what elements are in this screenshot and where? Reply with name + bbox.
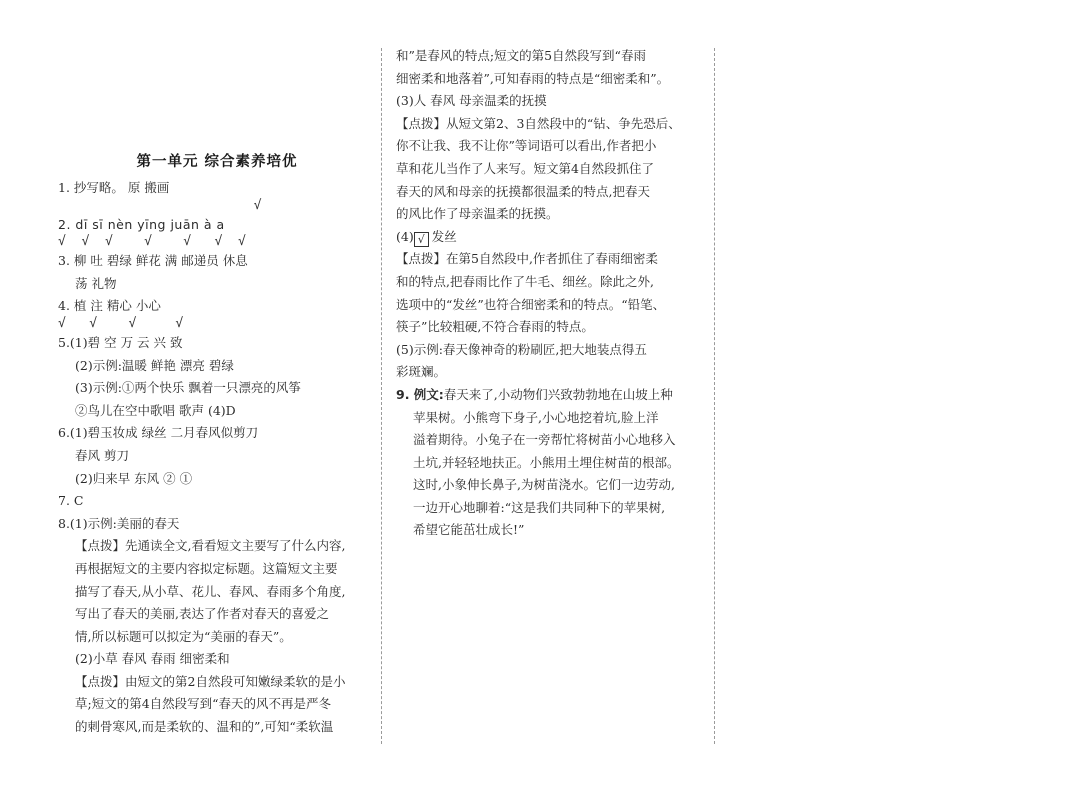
answer-9-line1: 春天来了,小动物们兴致勃勃地在山坡上种 [443,386,673,402]
answer-6-2: (2)归来早 东风 ② ① [75,470,193,486]
tick-row-q2: √ √ √ √ √ √ √ [58,234,246,250]
hint-8-1-line4: 写出了春天的美丽,表达了作者对春天的喜爱之 [75,606,329,622]
hint-8-2-line2: 草;短文的第4自然段写到“春天的风不再是严冬 [75,696,332,712]
tick-row-q4: √ √ √ √ [58,315,184,331]
answer-8-3: (3)人 春风 母亲温柔的抚摸 [396,93,547,109]
hint-8-3-line1: 【点拨】从短文第2、3自然段中的“钻、争先恐后、 [396,115,681,131]
hint-8-4-line1: 【点拨】在第5自然段中,作者抓住了春雨细密柔 [396,251,658,267]
hint-8-4-line3: 选项中的“发丝”也符合细密柔和的特点。“铅笔、 [396,296,666,312]
column-divider-left [381,48,382,744]
hint-8-1-line3: 描写了春天,从小草、花儿、春风、春雨多个角度, [75,583,346,599]
hint-8-1-line1: 【点拨】先通读全文,看看短文主要写了什么内容, [75,538,346,554]
hint-8-3-line4: 春天的风和母亲的抚摸都很温柔的特点,把春天 [396,183,650,199]
tick-row-q1: √ [58,197,262,213]
answer-1: 1. 抄写略。 原 搬画 [58,180,170,195]
hint-8-3-line5: 的风比作了母亲温柔的抚摸。 [396,206,559,222]
checkbox-checked-icon: √ [414,232,429,247]
hint-8-1-line5: 情,所以标题可以拟定为“美丽的春天”。 [75,628,292,644]
page-title: 第一单元 综合素养培优 [136,154,298,170]
hint-8-4-line4: 筷子”比较粗硬,不符合春雨的特点。 [396,319,594,335]
answer-6-1: 6.(1)碧玉妆成 绿丝 二月春风似剪刀 [58,425,259,441]
left-column [58,150,376,739]
answer-9-line7: 希望它能茁壮成长!” [413,522,525,538]
answer-5-3: (3)示例:①两个快乐 飘着一只漂亮的风筝 [75,380,301,396]
answer-8-5: (5)示例:春天像神奇的粉刷匠,把大地装点得五 [396,341,647,357]
answer-9-line2: 苹果树。小熊弯下身子,小心地挖着坑,脸上洋 [413,409,659,425]
answer-3: 3. 柳 吐 碧绿 鲜花 满 邮递员 休息 [58,253,248,269]
answer-5-2: (2)示例:温暖 鲜艳 漂亮 碧绿 [75,357,234,373]
answer-5-1: 5.(1)碧 空 万 云 兴 致 [58,334,183,350]
hint-8-4-line2: 和的特点,把春雨比作了牛毛、细丝。除此之外, [396,273,654,289]
answer-7: 7. C [58,493,84,509]
answer-8-5-cont: 彩斑斓。 [396,364,447,380]
answer-8-4 [396,226,710,249]
column-divider-right [714,48,715,744]
answer-9-line4: 土坑,并轻轻地扶正。小熊用土埋住树苗的根部。 [413,454,680,470]
answer-8-2: (2)小草 春风 春雨 细密柔和 [75,651,230,667]
hint-8-2-line4: 和”是春风的特点;短文的第5自然段写到“春雨 [396,48,646,63]
answer-9-line5: 这时,小象伸长鼻子,为树苗浇水。它们一边劳动, [413,477,675,493]
right-column [396,45,710,542]
hint-8-3-line2: 你不让我、我不让你”等词语可以看出,作者把小 [396,138,657,154]
hint-8-2-line3: 的刺骨寒风,而是柔软的、温和的”,可知“柔软温 [75,719,334,735]
answer-9-label: 9. 例文: [396,386,444,402]
answer-4: 4. 植 注 精心 小心 [58,298,161,314]
answer-9-line3: 溢着期待。小兔子在一旁帮忙将树苗小心地移入 [413,432,676,448]
hint-8-2-line1: 【点拨】由短文的第2自然段可知嫩绿柔软的是小 [75,673,346,689]
answer-8-4-label: (4) [396,228,414,244]
answer-8-1: 8.(1)示例:美丽的春天 [58,515,180,531]
answer-8-4-text: 发丝 [431,228,457,244]
answer-3-cont: 荡 礼物 [75,275,117,291]
answer-5-3-cont: ②鸟儿在空中歌唱 歌声 (4)D [75,402,236,418]
hint-8-1-line2: 再根据短文的主要内容拟定标题。这篇短文主要 [75,560,338,576]
hint-8-3-line3: 草和花儿当作了人来写。短文第4自然段抓住了 [396,160,654,176]
answer-9-line6: 一边开心地聊着:“这是我们共同种下的苹果树, [413,499,666,515]
hint-8-2-line5: 细密柔和地落着”,可知春雨的特点是“细密柔和”。 [396,70,670,86]
answer-2: 2. dī sī nèn yīng juān à a [58,216,225,232]
answer-6-1-cont: 春风 剪刀 [75,447,129,463]
answer-9 [396,384,710,407]
